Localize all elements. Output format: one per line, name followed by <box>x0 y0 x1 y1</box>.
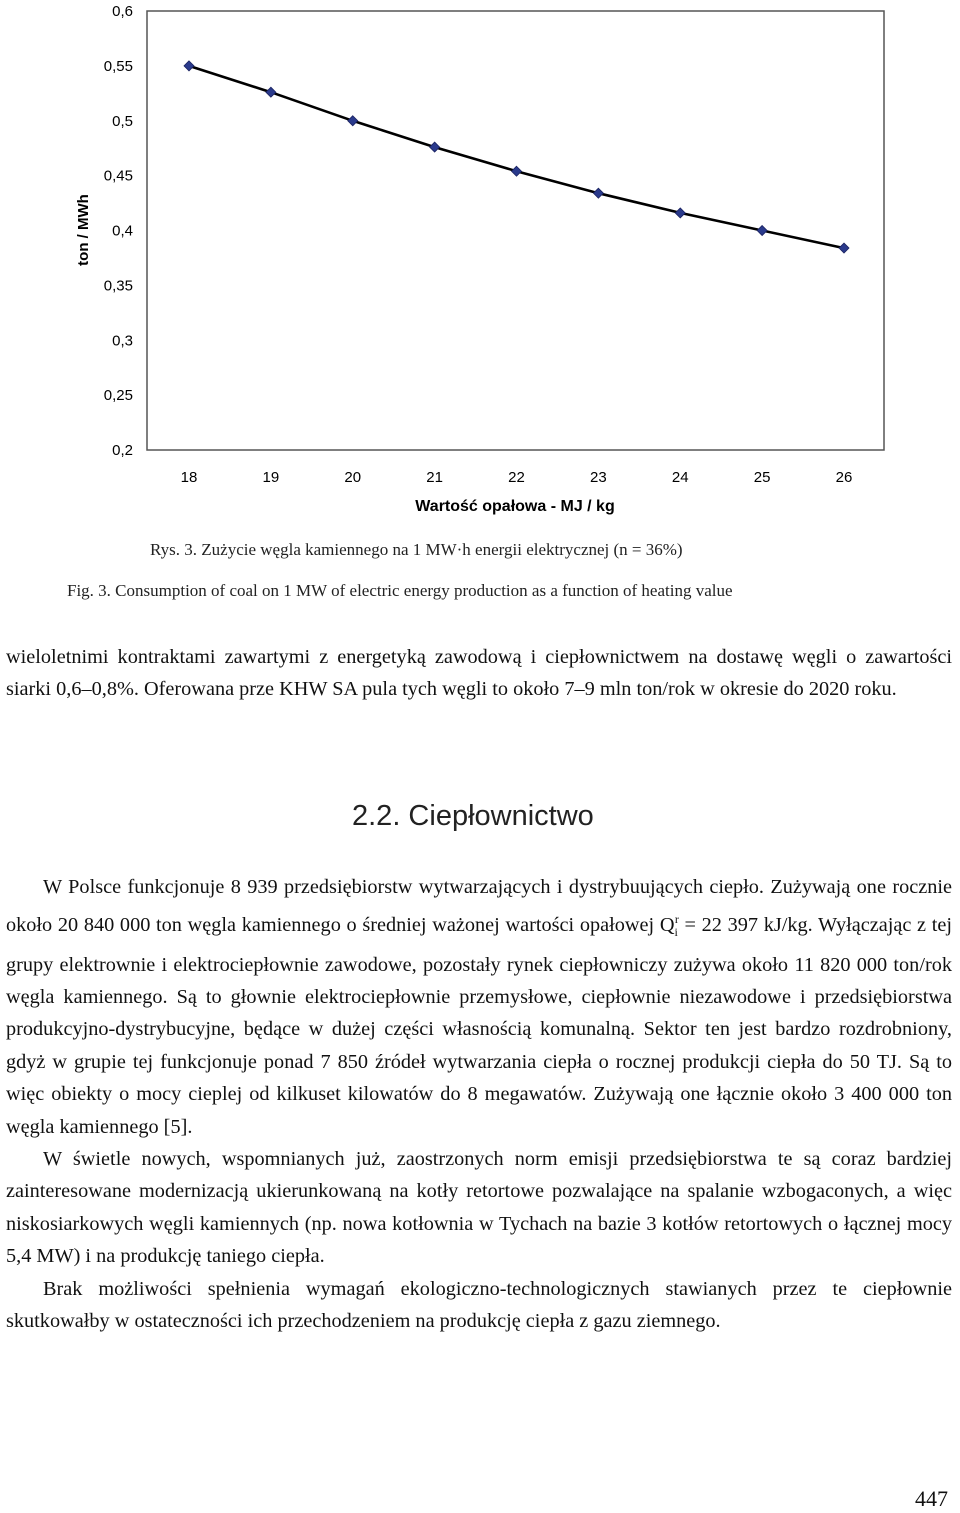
figure-caption-pl: Rys. 3. Zużycie węgla kamiennego na 1 MW·h energii elektrycznej (n = 36%) <box>150 540 683 559</box>
y-tick-label: 0,2 <box>112 442 133 459</box>
y-tick-labels <box>104 3 133 459</box>
x-tick-label: 18 <box>180 469 198 486</box>
y-tick-label: 0,55 <box>103 57 133 75</box>
q-subscript: i <box>674 925 678 940</box>
x-tick-label: 19 <box>262 469 280 486</box>
section-heading: 2.2. Ciepłownictwo <box>352 800 594 832</box>
y-tick-label: 0,35 <box>103 277 133 295</box>
y-tick-label: 0,6 <box>112 3 133 20</box>
intro-paragraph <box>6 641 952 706</box>
y-tick-label: 0,5 <box>112 112 133 130</box>
x-tick-labels <box>181 469 853 486</box>
body-paragraph-1-end: = 22 397 kJ/kg. Wyłączając z tej grupy elektrownie i elektrociepłownie zawodowe, pozostały rynek ciepłowniczy zużywa około 11 820 000 ton/rok węgla kamiennego. Są to głownie elektrociepłownie przemysłowe, ciepłownie niezawodowe i przedsiębiorstwa produkcyjno-dystrybucyjne, będące w dużej części własnością komunalną. Sektor ten jest bardzo rozdrobniony, gdyż w grupie tej funkcjonuje ponad 7 850 źródeł wytwarzania ciepła o rocznej produkcji ciepła do 50 TJ. Są to więc obiekty o mocy cieplej od kilkuset kilowatów do 8 megawatów. Zużywają one łącznie około 3 400 000 ton węgla kamiennego [5]. <box>6 914 953 1138</box>
y-tick-label: 0,4 <box>112 222 133 240</box>
x-tick-label: 21 <box>426 469 443 486</box>
body-paragraph-1-start: W Polsce funkcjonuje 8 939 przedsiębiorstw wytwarzających i dystrybuujących ciepło. Zużywają one rocznie około 20 840 000 ton węgla kamiennego o średniej ważonej wartości opałowej Q <box>6 876 952 937</box>
x-tick-label: 26 <box>835 469 853 486</box>
plot-area <box>147 11 884 450</box>
x-tick-label: 25 <box>753 469 771 486</box>
y-tick-label: 0,25 <box>103 387 133 405</box>
body-paragraph-2: W świetle nowych, wspomnianych już, zaostrzonych norm emisji przedsiębiorstwa te są coraz bardziej zainteresowane modernizacją ukierunkowaną na kotły retortowe pozwalające na spalanie wzbogaconych, a więc niskosiarkowych węgli kamiennych (np. nowa kotłownia w Tychach na bazie 3 kotłów retortowych o łącznej mocy 5,4 MW) i na produkcję taniego ciepła. <box>6 1148 952 1268</box>
q-superscript: r <box>674 912 679 927</box>
page-number: 447 <box>915 1486 948 1511</box>
body-paragraph-1 <box>6 871 952 1143</box>
x-tick-label: 22 <box>508 469 525 486</box>
y-tick-label: 0,45 <box>103 167 133 185</box>
y-tick-label: 0,3 <box>112 332 133 350</box>
intro-text: wieloletnimi kontraktami zawartymi z energetyką zawodową i ciepłownictwem na dostawę węgli o zawartości siarki 0,6–0,8%. Oferowana prze KHW SA pula tych węgli to około 7–9 mln ton/rok w okresie do 2020 roku. <box>6 646 952 701</box>
figure-caption-en: Fig. 3. Consumption of coal on 1 MW of electric energy production as a function of heating value <box>67 581 733 600</box>
x-tick-label: 20 <box>344 469 362 486</box>
q-symbol-indices <box>674 912 679 940</box>
y-axis-label: ton / MWh <box>75 194 92 266</box>
x-tick-label: 23 <box>590 469 607 486</box>
x-axis-label: Wartość opałowa - MJ / kg <box>415 498 615 515</box>
coal-consumption-chart <box>0 0 960 530</box>
section-body <box>6 871 952 1338</box>
body-paragraph-3: Brak możliwości spełnienia wymagań ekologiczno-technologicznych stawianych przez te ciepłownie skutkowałby w ostateczności ich przechodzeniem na produkcję ciepła z gazu ziemnego. <box>6 1277 952 1333</box>
x-tick-label: 24 <box>671 469 689 486</box>
